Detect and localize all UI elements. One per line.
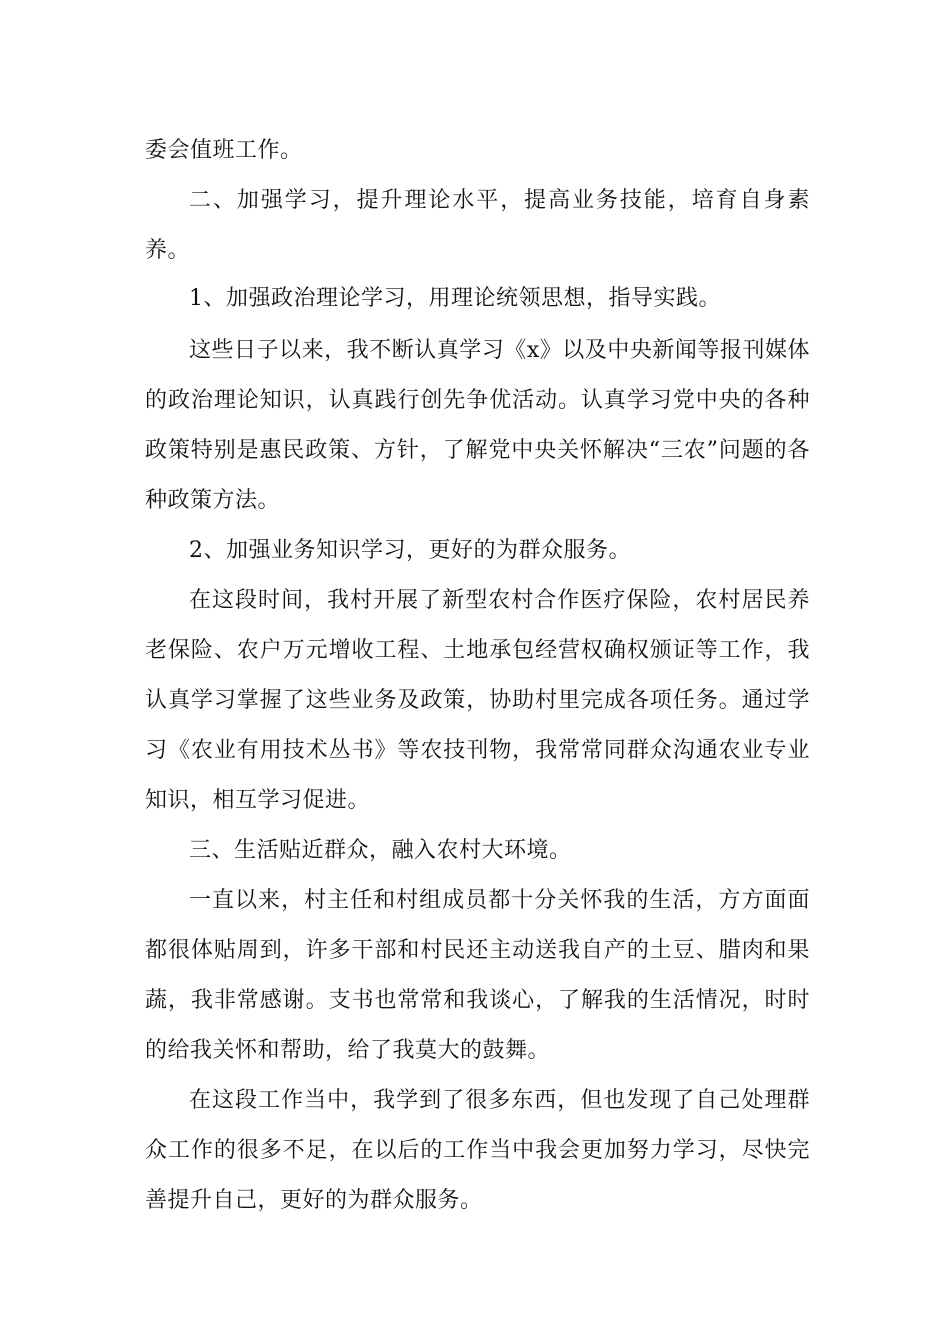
- subheading-1: 1、加强政治理论学习，用理论统领思想，指导实践。: [189, 286, 721, 311]
- section-heading-2: 二、加强学习，提升理论水平，提高业务技能，培育自身素养。: [145, 188, 810, 263]
- section-heading-3: 三、生活贴近群众，融入农村大环境。: [189, 838, 572, 863]
- paragraph-continuation: 委会值班工作。: [145, 138, 303, 163]
- paragraph-life: 一直以来，村主任和村组成员都十分关怀我的生活，方方面面都很体贴周到，许多干部和村民还主动送我自产的土豆、腊肉和果蔬，我非常感谢。支书也常常和我谈心，了解我的生活情况，时时的给我关怀和帮助，给了我莫大的鼓舞。: [145, 888, 810, 1063]
- paragraph-conclusion: 在这段工作当中，我学到了很多东西，但也发现了自己处理群众工作的很多不足，在以后的工作当中我会更加努力学习，尽快完善提升自己，更好的为群众服务。: [145, 1088, 810, 1213]
- paragraph-political-study: 这些日子以来，我不断认真学习《x》以及中央新闻等报刊媒体的政治理论知识，认真践行创先争优活动。认真学习党中央的各种政策特别是惠民政策、方针，了解党中央关怀解决“三农”问题的各种政策方法。: [145, 338, 810, 513]
- paragraph-business-study: 在这段时间，我村开展了新型农村合作医疗保险，农村居民养老保险、农户万元增收工程、土地承包经营权确权颁证等工作，我认真学习掌握了这些业务及政策，协助村里完成各项任务。通过学习《农业有用技术丛书》等农技刊物，我常常同群众沟通农业专业知识，相互学习促进。: [145, 588, 810, 813]
- subheading-2: 2、加强业务知识学习，更好的为群众服务。: [189, 538, 631, 563]
